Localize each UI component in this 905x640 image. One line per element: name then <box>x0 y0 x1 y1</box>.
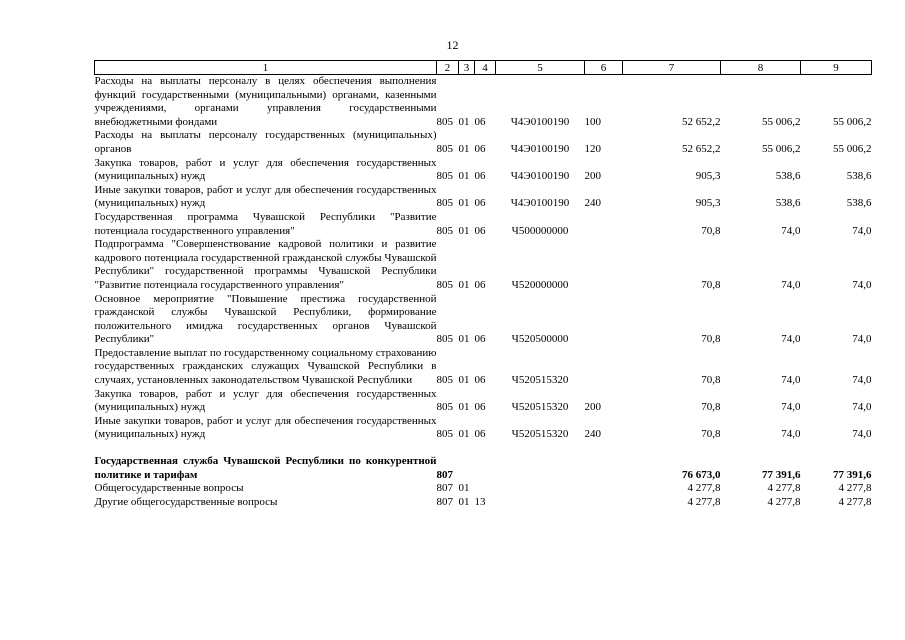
row-amount-year-3: 74,0 <box>852 278 872 291</box>
table-row <box>95 157 872 184</box>
row-expense-type: 240 <box>584 428 601 441</box>
row-section-code: 01 <box>458 495 470 508</box>
row-section-code: 01 <box>458 374 470 387</box>
row-target-article: Ч520000000 <box>511 278 569 291</box>
row-amount-year-1: 4 277,8 <box>687 495 721 508</box>
row-subsection-code: 06 <box>474 333 486 346</box>
row-amount-year-3: 74,0 <box>852 428 872 441</box>
row-ministry-code: 805 <box>436 224 453 237</box>
table-row <box>95 482 872 496</box>
row-amount-year-2: 74,0 <box>781 374 801 387</box>
row-ministry-code: 805 <box>436 401 453 414</box>
row-target-article: Ч4Э0100190 <box>510 115 570 128</box>
row-amount-year-3: 74,0 <box>852 401 872 414</box>
row-subsection-code <box>475 482 496 496</box>
row-ministry-code: 805 <box>436 374 453 387</box>
row-amount-year-1: 70,8 <box>701 428 721 441</box>
row-section-code: 01 <box>458 115 470 128</box>
row-expense-type: 120 <box>584 142 601 155</box>
row-ministry-code: 805 <box>436 278 453 291</box>
row-amount-year-3: 4 277,8 <box>838 495 872 508</box>
row-section-code: 01 <box>458 333 470 346</box>
row-expense-type <box>585 455 623 482</box>
row-target-article: Ч4Э0100190 <box>510 142 570 155</box>
row-subsection-code: 06 <box>474 170 486 183</box>
col-header-2: 2 <box>437 61 459 75</box>
row-subsection-code: 06 <box>474 224 486 237</box>
row-expense-type <box>585 238 623 292</box>
row-amount-year-2: 55 006,2 <box>762 115 801 128</box>
col-header-1: 1 <box>95 61 437 75</box>
col-header-4: 4 <box>475 61 496 75</box>
row-ministry-code: 807 <box>436 495 453 508</box>
row-subsection-code: 06 <box>474 428 486 441</box>
row-expense-type: 200 <box>584 401 601 414</box>
row-ministry-code: 805 <box>436 115 453 128</box>
row-amount-year-3: 538,6 <box>846 170 872 183</box>
row-target-article <box>496 455 585 482</box>
row-amount-year-3: 74,0 <box>852 224 872 237</box>
table-row <box>95 415 872 442</box>
row-target-article <box>496 482 585 496</box>
row-ministry-code: 805 <box>436 428 453 441</box>
row-description: Закупка товаров, работ и услуг для обеспечения государственных (муниципальных) нужд <box>94 156 437 183</box>
row-target-article: Ч520515320 <box>511 401 569 414</box>
row-ministry-code: 805 <box>436 333 453 346</box>
table-row <box>95 293 872 347</box>
row-description: Другие общегосударственные вопросы <box>94 495 278 508</box>
table-row <box>95 388 872 415</box>
row-description: Расходы на выплаты персоналу в целях обеспечения выполнения функций государственными (муниципальными) органами, казенными учреждениями, органами управления государственными внебюджетными фондами <box>94 75 437 128</box>
row-amount-year-3: 55 006,2 <box>833 142 872 155</box>
row-expense-type <box>585 347 623 388</box>
row-section-code: 01 <box>458 142 470 155</box>
row-ministry-code: 805 <box>436 170 453 183</box>
col-header-6: 6 <box>585 61 623 75</box>
table-row <box>95 184 872 211</box>
row-ministry-code: 805 <box>436 142 453 155</box>
budget-table <box>94 60 872 509</box>
row-amount-year-1: 4 277,8 <box>687 482 721 495</box>
page-number: 12 <box>446 38 459 52</box>
row-amount-year-1: 70,8 <box>701 278 721 291</box>
row-amount-year-1: 70,8 <box>701 401 721 414</box>
row-amount-year-2: 4 277,8 <box>767 482 801 495</box>
row-amount-year-3: 4 277,8 <box>838 482 872 495</box>
col-header-7: 7 <box>623 61 721 75</box>
row-target-article <box>496 496 585 510</box>
row-expense-type: 100 <box>584 115 601 128</box>
row-amount-year-2: 538,6 <box>775 197 801 210</box>
row-amount-year-1: 70,8 <box>701 224 721 237</box>
row-expense-type <box>585 293 623 347</box>
table-spacer-row <box>95 442 872 455</box>
table-row <box>95 238 872 292</box>
row-description: Предоставление выплат по государственному социальному страхованию государственных гражданских служащих Чувашской Республики в случаях, установленных законодательством Чувашской Республики <box>94 346 437 387</box>
row-amount-year-2: 77 391,6 <box>762 468 801 481</box>
row-description: Закупка товаров, работ и услуг для обеспечения государственных (муниципальных) нужд <box>94 387 437 414</box>
row-description: Основное мероприятие "Повышение престижа государственной гражданской службы Чувашской Республики, формирование положительного имиджа государственных органов Чувашской Республики" <box>94 292 437 346</box>
table-row <box>95 496 872 510</box>
row-section-code: 01 <box>458 482 470 495</box>
row-amount-year-2: 55 006,2 <box>762 142 801 155</box>
row-section-code: 01 <box>458 197 470 210</box>
row-section-code: 01 <box>458 224 470 237</box>
row-description: Иные закупки товаров, работ и услуг для обеспечения государственных (муниципальных) нужд <box>94 414 437 441</box>
row-expense-type <box>585 496 623 510</box>
row-description: Расходы на выплаты персоналу государственных (муниципальных) органов <box>94 129 437 155</box>
row-amount-year-3: 77 391,6 <box>833 468 872 481</box>
row-description: Подпрограмма "Совершенствование кадровой политики и развитие кадрового потенциала государственной гражданской службы Чувашской Республики" государственной программы Чувашской Республики "Развитие потенциала государственного управления" <box>94 238 437 291</box>
row-expense-type: 240 <box>584 197 601 210</box>
row-expense-type <box>585 211 623 238</box>
row-ministry-code: 807 <box>436 468 453 481</box>
col-header-9: 9 <box>801 61 872 75</box>
row-subsection-code <box>475 455 496 482</box>
row-subsection-code: 06 <box>474 374 486 387</box>
row-section-code <box>459 455 475 482</box>
row-amount-year-1: 52 652,2 <box>682 142 721 155</box>
row-description: Государственная программа Чувашской Республики "Развитие потенциала государственного управления" <box>94 210 437 237</box>
row-target-article: Ч4Э0100190 <box>510 170 570 183</box>
row-subsection-code: 06 <box>474 115 486 128</box>
row-description: Государственная служба Чувашской Республики по конкурентной политике и тарифам <box>94 455 437 481</box>
row-amount-year-2: 74,0 <box>781 401 801 414</box>
table-header-row <box>95 61 872 75</box>
row-subsection-code: 13 <box>474 495 486 508</box>
row-section-code: 01 <box>458 170 470 183</box>
row-target-article: Ч520515320 <box>511 374 569 387</box>
col-header-3: 3 <box>459 61 475 75</box>
row-amount-year-2: 74,0 <box>781 333 801 346</box>
row-amount-year-3: 55 006,2 <box>833 115 872 128</box>
row-subsection-code: 06 <box>474 278 486 291</box>
row-amount-year-1: 76 673,0 <box>682 468 721 481</box>
table-body <box>95 75 872 510</box>
row-target-article: Ч520515320 <box>511 428 569 441</box>
row-amount-year-2: 74,0 <box>781 224 801 237</box>
col-header-5: 5 <box>496 61 585 75</box>
row-description: Общегосударственные вопросы <box>94 482 244 495</box>
row-amount-year-2: 4 277,8 <box>767 495 801 508</box>
row-subsection-code: 06 <box>474 401 486 414</box>
row-amount-year-1: 70,8 <box>701 333 721 346</box>
row-amount-year-2: 74,0 <box>781 428 801 441</box>
row-subsection-code: 06 <box>474 142 486 155</box>
row-ministry-code: 805 <box>436 197 453 210</box>
row-subsection-code: 06 <box>474 197 486 210</box>
row-amount-year-3: 538,6 <box>846 197 872 210</box>
spacer-cell <box>95 442 872 455</box>
table-row <box>95 347 872 388</box>
table-row <box>95 75 872 130</box>
row-amount-year-1: 905,3 <box>695 170 721 183</box>
table-row <box>95 455 872 482</box>
row-amount-year-2: 538,6 <box>775 170 801 183</box>
row-ministry-code: 807 <box>436 482 453 495</box>
row-amount-year-3: 74,0 <box>852 374 872 387</box>
row-amount-year-1: 70,8 <box>701 374 721 387</box>
row-section-code: 01 <box>458 428 470 441</box>
row-amount-year-2: 74,0 <box>781 278 801 291</box>
row-section-code: 01 <box>458 278 470 291</box>
row-expense-type <box>585 482 623 496</box>
row-amount-year-1: 905,3 <box>695 197 721 210</box>
row-target-article: Ч4Э0100190 <box>510 197 570 210</box>
table-row <box>95 211 872 238</box>
row-amount-year-1: 52 652,2 <box>682 115 721 128</box>
col-header-8: 8 <box>721 61 801 75</box>
row-section-code: 01 <box>458 401 470 414</box>
row-expense-type: 200 <box>584 170 601 183</box>
row-description: Иные закупки товаров, работ и услуг для обеспечения государственных (муниципальных) нужд <box>94 183 437 210</box>
row-target-article: Ч520500000 <box>511 333 569 346</box>
table-row <box>95 129 872 156</box>
row-amount-year-3: 74,0 <box>852 333 872 346</box>
row-target-article: Ч500000000 <box>511 224 569 237</box>
